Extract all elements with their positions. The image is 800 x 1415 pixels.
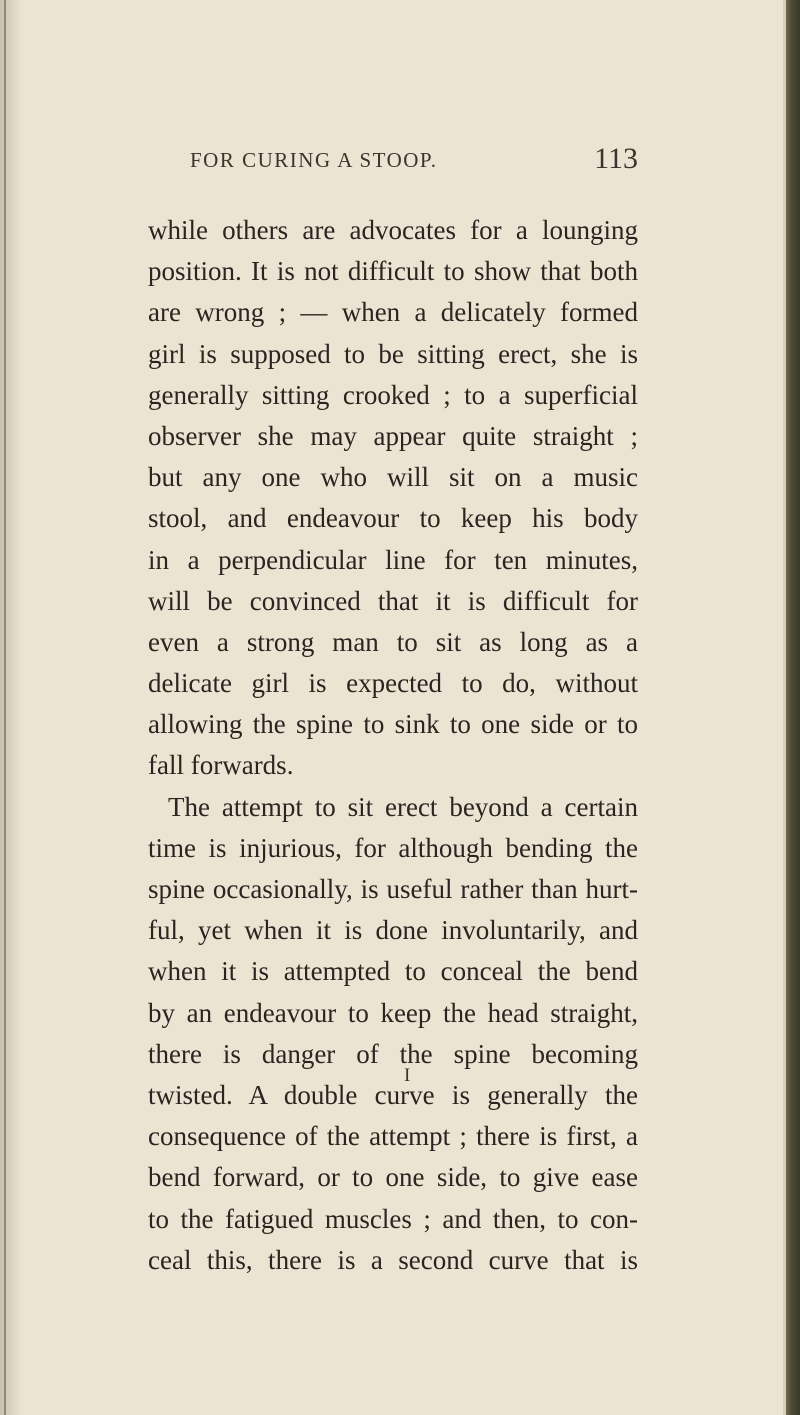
- text-line: but any one who will sit on a music: [148, 462, 638, 493]
- text-line: delicate girl is expected to do, without: [148, 668, 638, 699]
- text-line: there is danger of the spine becoming: [148, 1038, 638, 1069]
- page-header: [190, 142, 638, 178]
- text-line: twisted. A double curve is generally the: [148, 1079, 638, 1110]
- text-line: generally sitting crooked ; to a superficial: [148, 379, 638, 410]
- right-book-cover-edge: [786, 0, 800, 1415]
- text-line: stool, and endeavour to keep his body: [148, 503, 638, 534]
- text-line: by an endeavour to keep the head straight,: [148, 997, 638, 1028]
- text-line: to the fatigued muscles ; and then, to con-: [148, 1203, 638, 1234]
- page-number: 113: [594, 142, 638, 175]
- text-line: are wrong ; — when a delicately formed: [148, 297, 638, 328]
- body-text: [148, 210, 638, 1281]
- text-line: ceal this, there is a second curve that is: [148, 1244, 638, 1275]
- text-line: will be convinced that it is difficult for: [148, 585, 638, 616]
- text-line: observer she may appear quite straight ;: [148, 420, 638, 451]
- text-line: time is injurious, for although bending the: [148, 832, 638, 863]
- text-line: spine occasionally, is useful rather than hurt-: [148, 874, 638, 904]
- text-line: even a strong man to sit as long as a: [148, 626, 638, 657]
- text-line: girl is supposed to be sitting erect, she is: [148, 338, 638, 369]
- text-line: bend forward, or to one side, to give ease: [148, 1162, 638, 1193]
- text-line: when it is attempted to conceal the bend: [148, 956, 638, 987]
- running-head: FOR CURING A STOOP.: [190, 148, 438, 172]
- signature-mark: I: [404, 1065, 411, 1086]
- text-line: consequence of the attempt ; there is first, a: [148, 1121, 638, 1152]
- paragraph-start-line: The attempt to sit erect beyond a certain: [168, 791, 638, 822]
- text-line: allowing the spine to sink to one side or to: [148, 709, 638, 740]
- left-binding-line: [4, 0, 6, 1415]
- text-line: in a perpendicular line for ten minutes,: [148, 544, 638, 575]
- text-line: while others are advocates for a lounging: [148, 215, 638, 245]
- text-line: ful, yet when it is done involuntarily, and: [148, 915, 638, 946]
- paragraph-end-line: fall forwards.: [148, 750, 294, 781]
- text-line: position. It is not difficult to show that both: [148, 256, 638, 287]
